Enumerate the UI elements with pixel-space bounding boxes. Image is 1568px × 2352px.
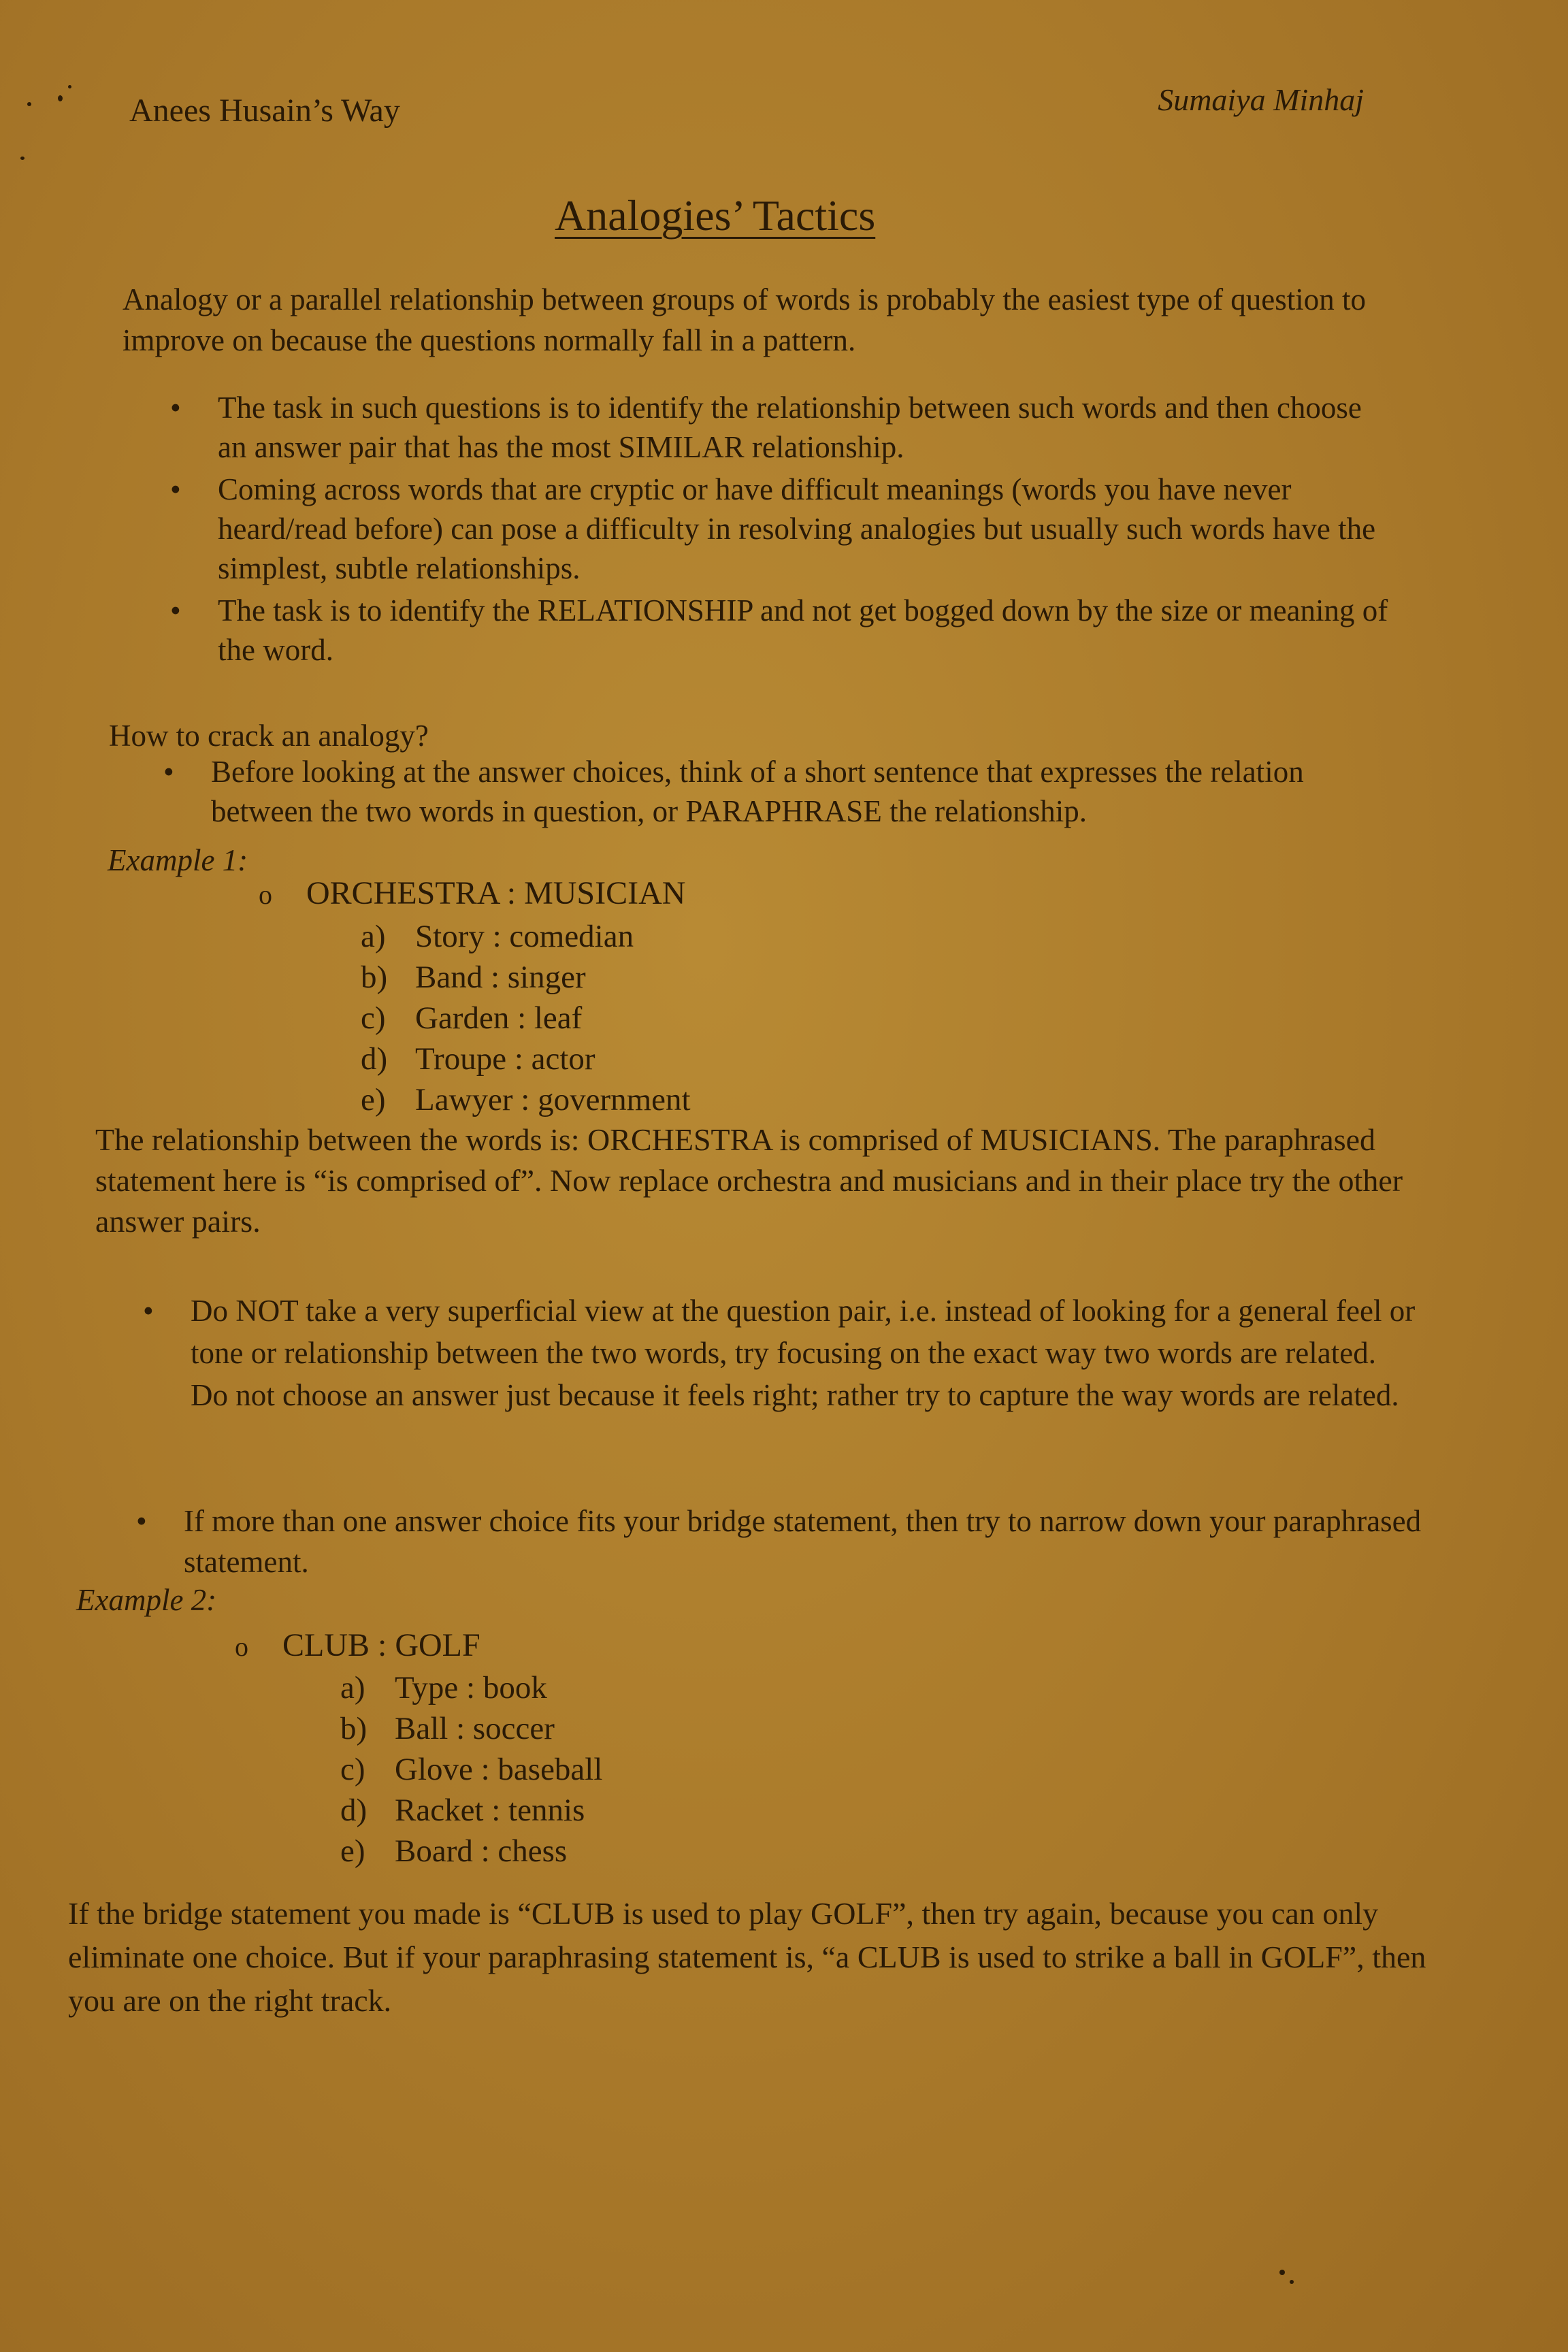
bullet-text: The task is to identify the RELATIONSHIP and not get bogged down by the size or meaning of the word. bbox=[218, 593, 1388, 667]
option-item bbox=[361, 1039, 691, 1079]
ink-speck bbox=[20, 157, 24, 160]
example-2-options bbox=[340, 1667, 602, 1872]
ink-speck bbox=[1279, 2270, 1285, 2275]
option-text: Lawyer : government bbox=[415, 1082, 691, 1117]
bullet-text: If more than one answer choice fits your bridge statement, then try to narrow down your paraphrased statement. bbox=[184, 1504, 1422, 1579]
bullet-dot: • bbox=[170, 472, 181, 506]
bullet-item bbox=[170, 591, 1388, 670]
bullet-item bbox=[136, 1501, 1422, 1582]
circle-marker: o bbox=[259, 879, 272, 910]
option-label: b) bbox=[340, 1711, 368, 1746]
option-item bbox=[340, 1749, 602, 1790]
narrow-bullet-list bbox=[136, 1501, 1422, 1585]
bullet-dot: • bbox=[163, 755, 174, 789]
option-text: Story : comedian bbox=[415, 919, 634, 954]
bullet-dot: • bbox=[143, 1294, 154, 1328]
option-item bbox=[361, 998, 691, 1039]
bullet-text: Coming across words that are cryptic or have difficult meanings (words you have never heard/read before) can pose a difficulty in resolving analogies but usually such words have the simplest, subtle relationships. bbox=[218, 472, 1376, 585]
option-item bbox=[361, 916, 691, 957]
bullet-item bbox=[170, 470, 1388, 588]
option-text: Board : chess bbox=[395, 1833, 568, 1869]
example-1-explanation: The relationship between the words is: ORCHESTRA is comprised of MUSICIANS. The paraphrased statement here is “is comprised of”. Now replace orchestra and musicians and in their place try the other answer pairs. bbox=[95, 1122, 1403, 1239]
page-title: Analogies’ Tactics bbox=[555, 191, 876, 240]
section-heading-how: How to crack an analogy? bbox=[109, 719, 429, 753]
ink-speck bbox=[1290, 2280, 1294, 2284]
option-label: a) bbox=[361, 919, 386, 954]
ink-speck bbox=[27, 102, 31, 106]
option-item bbox=[340, 1667, 602, 1708]
example-2-question bbox=[235, 1627, 480, 1664]
question-text: ORCHESTRA : MUSICIAN bbox=[306, 875, 686, 911]
option-item bbox=[340, 1708, 602, 1749]
option-text: Band : singer bbox=[415, 960, 586, 995]
bullet-dot: • bbox=[170, 593, 181, 627]
intro-bullet-list bbox=[170, 388, 1388, 672]
ink-speck bbox=[58, 95, 63, 101]
option-text: Ball : soccer bbox=[395, 1711, 555, 1746]
bullet-item bbox=[163, 752, 1382, 831]
circle-marker: o bbox=[235, 1631, 248, 1662]
question-text: CLUB : GOLF bbox=[282, 1627, 480, 1663]
option-text: Type : book bbox=[395, 1670, 547, 1705]
ink-speck bbox=[68, 85, 71, 88]
option-label: c) bbox=[361, 1000, 386, 1036]
option-label: e) bbox=[340, 1833, 365, 1869]
example-1-label: Example 1: bbox=[108, 843, 248, 877]
option-label: c) bbox=[340, 1752, 365, 1787]
bullet-text: Do NOT take a very superficial view at the question pair, i.e. instead of looking for a general feel or tone or relationship between the two words, try focusing on the exact way two words are related. Do not choose an answer just because it feels right; rather try to capture the way words are related. bbox=[191, 1294, 1416, 1412]
option-text: Troupe : actor bbox=[415, 1041, 595, 1077]
example-2-label: Example 2: bbox=[76, 1583, 217, 1617]
option-text: Racket : tennis bbox=[395, 1793, 585, 1828]
bullet-item bbox=[170, 388, 1388, 467]
option-item bbox=[340, 1790, 602, 1831]
option-label: a) bbox=[340, 1670, 365, 1705]
intro-paragraph: Analogy or a parallel relationship between groups of words is probably the easiest type of question to improve on because the questions normally fall in a pattern. bbox=[122, 282, 1367, 357]
example-2-explanation: If the bridge statement you made is “CLUB is used to play GOLF”, then try again, because you can only eliminate one choice. But if your paraphrasing statement is, “a CLUB is used to strike a ball in GOLF”, then you are on the right track. bbox=[68, 1896, 1426, 2018]
option-label: e) bbox=[361, 1082, 386, 1117]
example-1-options bbox=[361, 916, 691, 1120]
bullet-item bbox=[143, 1290, 1416, 1416]
header-right-author: Sumaiya Minhaj bbox=[1158, 82, 1364, 117]
bullet-text: Before looking at the answer choices, think of a short sentence that expresses the relation between the two words in question, or PARAPHRASE the relationship. bbox=[211, 755, 1304, 828]
bullet-dot: • bbox=[170, 391, 181, 425]
option-text: Garden : leaf bbox=[415, 1000, 583, 1036]
option-item bbox=[361, 957, 691, 998]
example-1-question bbox=[259, 875, 685, 912]
how-bullet-list bbox=[163, 752, 1382, 834]
option-label: d) bbox=[340, 1793, 368, 1828]
option-text: Glove : baseball bbox=[395, 1752, 603, 1787]
bullet-dot: • bbox=[136, 1504, 147, 1538]
bullet-text: The task in such questions is to identify the relationship between such words and then choose an answer pair that has the most SIMILAR relationship. bbox=[218, 391, 1362, 464]
option-label: b) bbox=[361, 960, 388, 995]
option-label: d) bbox=[361, 1041, 388, 1077]
superficial-bullet-list bbox=[143, 1290, 1416, 1419]
option-item bbox=[361, 1079, 691, 1120]
option-item bbox=[340, 1831, 602, 1872]
header-left-text: Anees Husain’s Way bbox=[129, 93, 400, 129]
